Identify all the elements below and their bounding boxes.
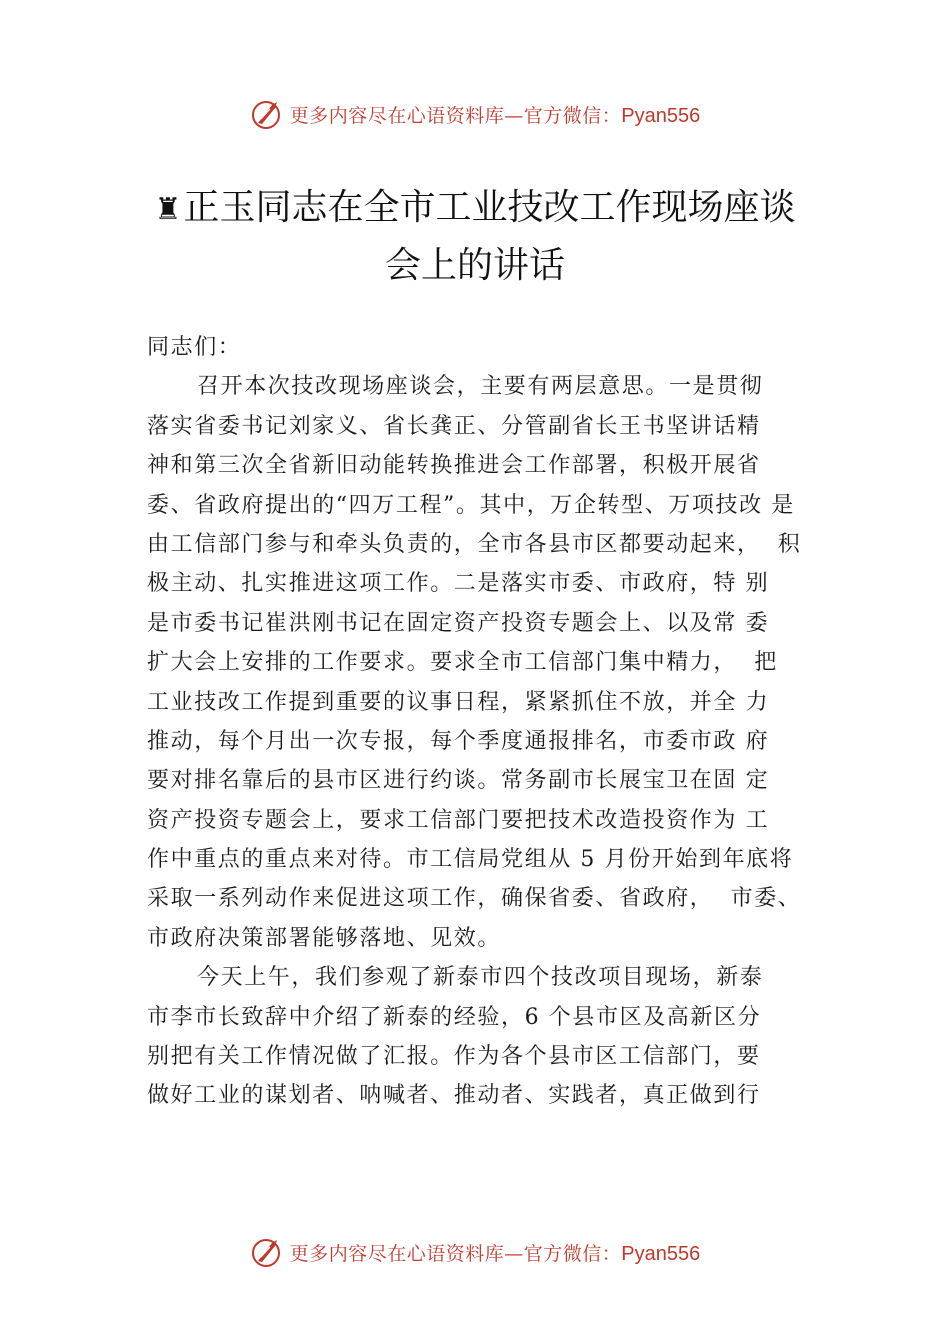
header-banner [0, 92, 950, 136]
body-line: 召开本次技改现场座谈会，主要有两层意思。一是贯彻 [197, 374, 764, 400]
title-line-2: 会上的讲话 [384, 245, 565, 286]
title-line-1 [0, 180, 950, 238]
footer-banner-handle: Pyan556 [621, 1242, 701, 1265]
body-line: 极主动、扎实推进这项工作。二是落实市委、市政府，特 别 [147, 571, 770, 597]
body-line: 委、省政府提出的“四万工程”。其中，万企转型、万项技改 是 [147, 492, 795, 518]
body-line: 做好工业的谋划者、呐喊者、推动者、实践者，真正做到行 [147, 1083, 761, 1109]
document-body [147, 328, 847, 1116]
document-title [0, 180, 950, 294]
body-line: 今天上午，我们参观了新泰市四个技改项目现场，新泰 [197, 965, 764, 991]
salutation: 同志们： [147, 335, 242, 360]
footer-banner [0, 1230, 950, 1274]
body-line: 神和第三次全省新旧动能转换推进会工作部署，积极开展省 [147, 453, 761, 479]
header-banner-handle: Pyan556 [621, 104, 701, 127]
body-line: 市政府决策部署能够落地、见效。 [147, 925, 502, 951]
footer-banner-label: 更多内容尽在心语资料库—官方微信： [289, 1242, 622, 1265]
body-line: 别把有关工作情况做了汇报。作为各个县市区工信部门，要 [147, 1044, 761, 1070]
body-line: 采取一系列动作来促进这项工作，确保省委、省政府， 市委、 [147, 886, 802, 912]
body-line: 市李市长致辞中介绍了新泰的经验，6 个县市区及高新区分 [147, 1004, 762, 1030]
body-line: 工业技改工作提到重要的议事日程，紧紧抓住不放，并全 力 [147, 689, 770, 715]
body-line: 是市委书记崔洪刚书记在固定资产投资专题会上、以及常 委 [147, 610, 770, 636]
header-banner-text [290, 101, 700, 128]
body-line: 作中重点的重点来对待。市工信局党组从 5 月份开始到年底将 [147, 847, 794, 873]
body-line: 推动，每个月出一次专报，每个季度通报排名，市委市政 府 [147, 728, 770, 754]
body-line: 扩大会上安排的工作要求。要求全市工信部门集中精力， 把 [147, 650, 778, 676]
quill-logo-icon [250, 97, 284, 131]
title-line-1-text: 正玉同志在全市工业技改工作现场座谈 [183, 187, 796, 228]
body-line: 落实省委书记刘家义、省长龚正、分管副省长王书坚讲话精 [147, 413, 761, 439]
body-line: 要对排名靠后的县市区进行约谈。常务副市长展宝卫在固 定 [147, 768, 770, 794]
chess-rook-icon: ♜ [154, 192, 182, 227]
body-line: 资产投资专题会上，要求工信部门要把技术改造投资作为 工 [147, 807, 770, 833]
footer-banner-text [290, 1239, 700, 1266]
body-line: 由工信部门参与和牵头负责的，全市各县市区都要动起来， 积 [147, 531, 802, 557]
header-banner-label: 更多内容尽在心语资料库—官方微信： [289, 104, 622, 127]
quill-logo-icon [250, 1235, 284, 1269]
